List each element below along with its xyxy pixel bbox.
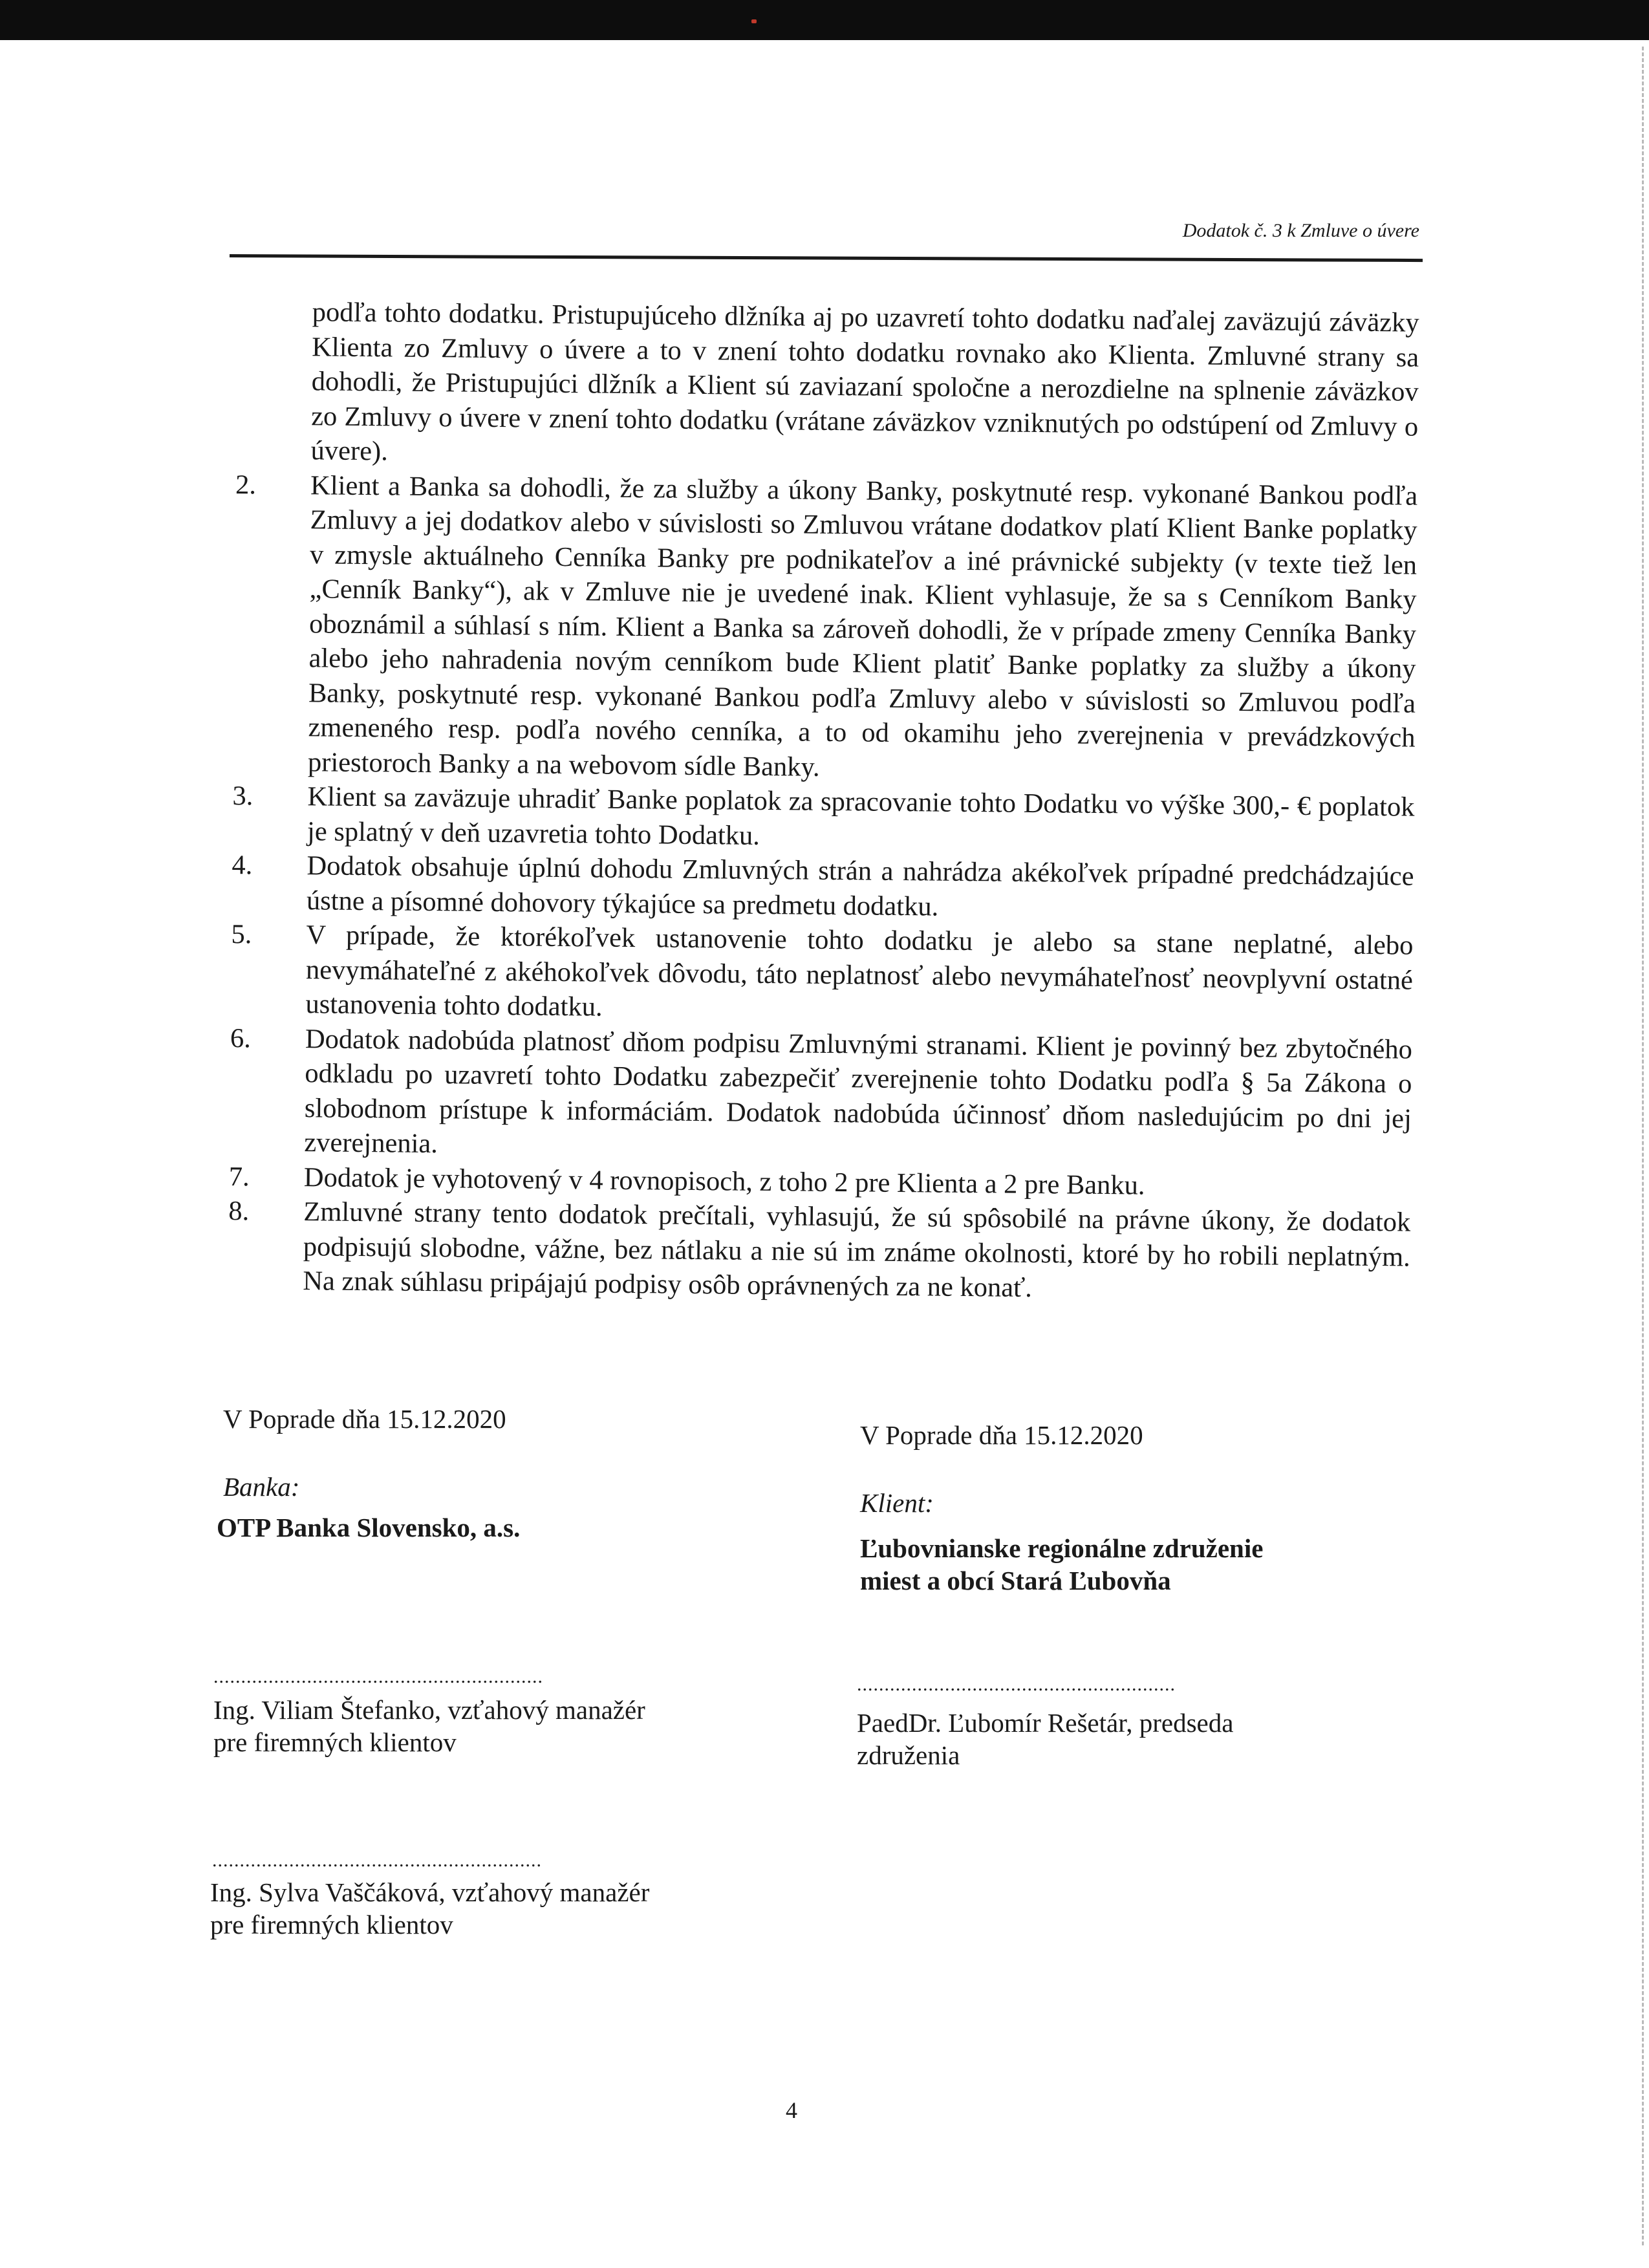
bank-signatory-2-title: pre firemných klientov [210,1910,453,1939]
clause-number: 5. [231,919,252,950]
clause-text: Dodatok obsahuje úplnú dohodu Zmluvných strán a nahrádza akékoľvek prípadné predchádzajúce ústne a písomné dohovory týkajúce sa predmetu dodatku. [306,850,1414,922]
clause-number: 3. [232,781,253,812]
bank-signature-line-1: ............................................................ [213,1666,543,1687]
client-signature-line: .......................................................... [857,1674,1176,1695]
bank-signatory-1-title: pre firemných klientov [213,1727,457,1757]
bank-role-label: Banka: [223,1472,300,1502]
page-number: 4 [786,2097,797,2123]
client-signatory-name: PaedDr. Ľubomír Rešetár, predseda [857,1708,1234,1738]
client-place-date: V Poprade dňa 15.12.2020 [860,1420,1143,1450]
clause-number: 6. [230,1022,252,1053]
scan-top-gap [0,40,1649,47]
clause-number: 7. [228,1161,250,1192]
header-rule [230,254,1423,262]
clause-item-4 [224,848,1414,929]
scan-mark [751,19,757,23]
clause-item-5 [222,917,1413,1032]
client-name-line-2: miest a obcí Stará Ľubovňa [860,1566,1171,1595]
document-body [220,294,1419,1309]
clause-number: 8. [228,1196,250,1227]
clause-number: 4. [232,850,253,881]
scan-top-border [0,0,1649,40]
clause-text: Klient sa zaväzuje uhradiť Banke poplatok za spracovanie tohto Dodatku vo výške 300,- € poplatok je splatný v deň uzavretia tohto Dodatku. [307,781,1415,851]
clause-text: Dodatok nadobúda platnosť dňom podpisu Zmluvnými stranami. Klient je povinný bez zbytočného odkladu po uzavretí tohto Dodatku zabezpečiť zverejnenie tohto Dodatku podľa § 5a Zákona o slobodnom prístupe k informáciám. Dodatok nadobúda účinnosť dňom nasledujúcim po dni jej zverejnenia. [304,1023,1413,1160]
clause-item-6 [221,1021,1412,1171]
clause-number: 2. [235,469,257,500]
clause-text: Klient a Banka sa dohodli, že za služby a úkony Banky, poskytnuté resp. vykonané Bankou podľa Zmluvy a jej dodatkov alebo v súvislosti so Zmluvou vrátane dodatkov platí Klient Banke poplatky v zmysle aktuálneho Cenníka Banky pre podnikateľov a iné právnické subjekty (v texte tiež len „Cenník Banky“), ak v Zmluve nie je uvedené inak. Klient vyhlasuje, že sa s Cenníkom Banky oboznámil a súhlasí s ním. Klient a Banka sa zároveň dohodli, že v prípade zmeny Cenníka Banky alebo jeho nahradenia novým cenníkom bude Klient platiť Banke poplatky za služby a úkony Banky, poskytnuté resp. vykonané Bankou podľa Zmluvy alebo v súvislosti so Zmluvou podľa zmeneného resp. podľa nového cenníka, a to od okamihu jeho zverejnenia v prevádzkových priestoroch Banky a na webovom sídle Banky. [307,470,1418,783]
client-signatory-title: združenia [857,1740,960,1770]
bank-name: OTP Banka Slovensko, a.s. [217,1513,521,1542]
clause-item-3 [224,779,1415,859]
scan-right-edge [1640,47,1644,2245]
bank-place-date: V Poprade dňa 15.12.2020 [223,1404,506,1434]
client-name-line-1: Ľubovnianske regionálne združenie [860,1533,1264,1563]
bank-signatory-1-name: Ing. Viliam Štefanko, vzťahový manažér [213,1695,645,1725]
intro-paragraph: podľa tohto dodatku. Pristupujúceho dlžníka aj po uzavretí tohto dodatku naďalej zaväzujú záväzky Klienta zo Zmluvy o úvere a to v znení tohto dodatku rovnako ako Klienta. Zmluvné strany sa dohodli, že Pristupujúci dlžník a Klient sú zaviazaní spoločne a nerozdielne na splnenie záväzkov zo Zmluvy o úvere v znení tohto dodatku (vrátane záväzkov vzniknutých po odstúpení od Zmluvy o úvere). [310,297,1419,467]
clause-text: V prípade, že ktorékoľvek ustanovenie tohto dodatku je alebo sa stane neplatné, alebo nevymáhateľné z akéhokoľvek dôvodu, táto neplatnosť alebo nevymáhateľnosť neovplyvní ostatné ustanovenia tohto dodatku. [305,920,1414,1022]
bank-signatory-2-name: Ing. Sylva Vaščáková, vzťahový manažér [210,1877,650,1907]
document-header-title: Dodatok č. 3 k Zmluve o úvere [1182,220,1419,241]
bank-signature-line-2: ............................................................ [212,1850,542,1871]
clause-item-2 [225,467,1418,790]
clause-text: Dodatok je vyhotovený v 4 rovnopisoch, z toho 2 pre Klienta a 2 pre Banku. [303,1161,1145,1201]
client-role-label: Klient: [860,1488,934,1518]
clause-text: Zmluvné strany tento dodatok prečítali, vyhlasujú, že sú spôsobilé na právne úkony, že dodatok podpisujú slobodne, vážne, bez nátlaku a nie sú im známe okolnosti, ktoré by ho robili neplatným. Na znak súhlasu pripájajú podpisy osôb oprávnených za ne konať. [303,1196,1411,1303]
clause-item-8 [220,1194,1410,1309]
